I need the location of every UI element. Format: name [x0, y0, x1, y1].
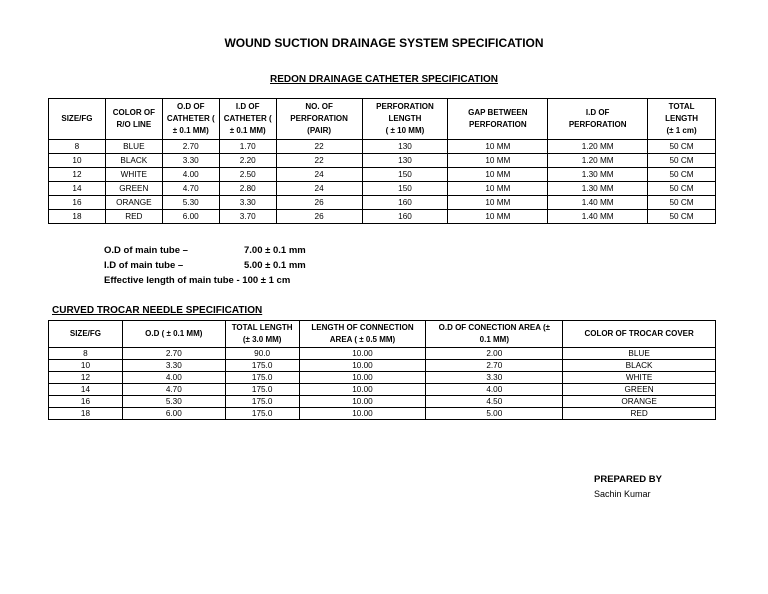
catheter-cell: 1.20 MM — [548, 154, 648, 168]
main-tube-length-row — [104, 273, 306, 288]
trocar-cell: GREEN — [563, 384, 716, 396]
catheter-cell: 26 — [276, 196, 362, 210]
catheter-cell: 150 — [362, 168, 448, 182]
trocar-cell: 4.70 — [122, 384, 225, 396]
catheter-cell: 10 MM — [448, 154, 548, 168]
catheter-cell: WHITE — [105, 168, 162, 182]
catheter-cell: GREEN — [105, 182, 162, 196]
trocar-spec-table — [48, 320, 716, 420]
catheter-row — [49, 140, 716, 154]
catheter-cell: 1.40 MM — [548, 196, 648, 210]
trocar-cell: 2.70 — [122, 348, 225, 360]
trocar-cell: 16 — [49, 396, 123, 408]
trocar-header-cell: O.D OF CONECTION AREA (± 0.1 MM) — [426, 321, 563, 348]
catheter-cell: 6.00 — [162, 210, 219, 224]
catheter-cell: 10 — [49, 154, 106, 168]
catheter-cell: 50 CM — [648, 182, 716, 196]
catheter-cell: 2.80 — [219, 182, 276, 196]
catheter-row — [49, 154, 716, 168]
trocar-cell: 5.00 — [426, 408, 563, 420]
catheter-spec-table — [48, 98, 716, 224]
trocar-row — [49, 384, 716, 396]
trocar-cell: 14 — [49, 384, 123, 396]
catheter-row — [49, 182, 716, 196]
catheter-cell: 10 MM — [448, 196, 548, 210]
main-tube-od-value: 7.00 ± 0.1 mm — [244, 245, 306, 256]
trocar-row — [49, 360, 716, 372]
trocar-cell: 2.00 — [426, 348, 563, 360]
catheter-header-cell: SIZE/FG — [49, 99, 106, 140]
trocar-cell: 12 — [49, 372, 123, 384]
catheter-cell: ORANGE — [105, 196, 162, 210]
catheter-cell: 22 — [276, 154, 362, 168]
catheter-cell: 26 — [276, 210, 362, 224]
catheter-cell: 10 MM — [448, 210, 548, 224]
catheter-cell: 2.20 — [219, 154, 276, 168]
catheter-cell: 50 CM — [648, 210, 716, 224]
catheter-cell: 4.00 — [162, 168, 219, 182]
catheter-cell: 1.40 MM — [548, 210, 648, 224]
trocar-cell: 4.50 — [426, 396, 563, 408]
trocar-cell: 10.00 — [299, 360, 426, 372]
catheter-cell: 22 — [276, 140, 362, 154]
catheter-header-cell: O.D OF CATHETER ( ± 0.1 MM) — [162, 99, 219, 140]
trocar-header-cell: O.D ( ± 0.1 MM) — [122, 321, 225, 348]
catheter-cell: 5.30 — [162, 196, 219, 210]
trocar-row — [49, 408, 716, 420]
trocar-header-cell: LENGTH OF CONNECTION AREA ( ± 0.5 MM) — [299, 321, 426, 348]
trocar-cell: 10.00 — [299, 348, 426, 360]
trocar-cell: 10 — [49, 360, 123, 372]
main-tube-id-row — [104, 258, 306, 273]
catheter-cell: 14 — [49, 182, 106, 196]
catheter-header-cell: GAP BETWEEN PERFORATION — [448, 99, 548, 140]
trocar-row — [49, 396, 716, 408]
catheter-header-cell: I.D OF PERFORATION — [548, 99, 648, 140]
catheter-cell: 130 — [362, 154, 448, 168]
trocar-cell: 10.00 — [299, 384, 426, 396]
trocar-cell: 175.0 — [225, 384, 299, 396]
main-tube-id-value: 5.00 ± 0.1 mm — [244, 260, 306, 271]
trocar-cell: BLUE — [563, 348, 716, 360]
catheter-cell: BLACK — [105, 154, 162, 168]
catheter-cell: 3.70 — [219, 210, 276, 224]
catheter-cell: 24 — [276, 168, 362, 182]
catheter-header-cell: TOTAL LENGTH (± 1 cm) — [648, 99, 716, 140]
catheter-header-cell: NO. OF PERFORATION (PAIR) — [276, 99, 362, 140]
catheter-cell: 50 CM — [648, 154, 716, 168]
prepared-by-name: Sachin Kumar — [594, 489, 651, 499]
trocar-cell: 3.30 — [122, 360, 225, 372]
catheter-cell: 10 MM — [448, 182, 548, 196]
catheter-cell: 2.50 — [219, 168, 276, 182]
main-tube-od-row — [104, 243, 306, 258]
catheter-cell: 18 — [49, 210, 106, 224]
trocar-cell: 10.00 — [299, 372, 426, 384]
trocar-cell: 18 — [49, 408, 123, 420]
trocar-cell: WHITE — [563, 372, 716, 384]
catheter-cell: 1.30 MM — [548, 182, 648, 196]
catheter-cell: 160 — [362, 196, 448, 210]
catheter-cell: 3.30 — [219, 196, 276, 210]
catheter-cell: BLUE — [105, 140, 162, 154]
catheter-cell: 50 CM — [648, 196, 716, 210]
trocar-cell: 175.0 — [225, 408, 299, 420]
catheter-row — [49, 210, 716, 224]
catheter-cell: 16 — [49, 196, 106, 210]
trocar-cell: 175.0 — [225, 372, 299, 384]
trocar-cell: 10.00 — [299, 396, 426, 408]
catheter-row — [49, 168, 716, 182]
catheter-header-cell: PERFORATION LENGTH ( ± 10 MM) — [362, 99, 448, 140]
trocar-header-cell: TOTAL LENGTH (± 3.0 MM) — [225, 321, 299, 348]
main-tube-id-label: I.D of main tube – — [104, 260, 184, 271]
catheter-cell: 8 — [49, 140, 106, 154]
trocar-cell: 175.0 — [225, 396, 299, 408]
catheter-cell: RED — [105, 210, 162, 224]
trocar-cell: 4.00 — [426, 384, 563, 396]
catheter-cell: 24 — [276, 182, 362, 196]
prepared-by-label: PREPARED BY — [594, 474, 662, 485]
catheter-cell: 160 — [362, 210, 448, 224]
main-tube-length-text: Effective length of main tube - 100 ± 1 cm — [104, 275, 291, 286]
catheter-cell: 4.70 — [162, 182, 219, 196]
catheter-cell: 10 MM — [448, 140, 548, 154]
catheter-header-cell: I.D OF CATHETER ( ± 0.1 MM) — [219, 99, 276, 140]
trocar-cell: 8 — [49, 348, 123, 360]
trocar-header-cell: COLOR OF TROCAR COVER — [563, 321, 716, 348]
catheter-cell: 1.70 — [219, 140, 276, 154]
catheter-header-row — [49, 99, 716, 140]
catheter-cell: 1.30 MM — [548, 168, 648, 182]
trocar-cell: 90.0 — [225, 348, 299, 360]
document-title: WOUND SUCTION DRAINAGE SYSTEM SPECIFICATION — [224, 36, 544, 50]
catheter-cell: 10 MM — [448, 168, 548, 182]
trocar-cell: 4.00 — [122, 372, 225, 384]
main-tube-od-label: O.D of main tube – — [104, 245, 188, 256]
trocar-cell: 10.00 — [299, 408, 426, 420]
catheter-cell: 50 CM — [648, 168, 716, 182]
catheter-cell: 130 — [362, 140, 448, 154]
catheter-cell: 150 — [362, 182, 448, 196]
main-tube-specs — [104, 243, 306, 288]
trocar-spec-title: CURVED TROCAR NEEDLE SPECIFICATION — [52, 305, 263, 316]
catheter-row — [49, 196, 716, 210]
trocar-row — [49, 348, 716, 360]
catheter-cell: 3.30 — [162, 154, 219, 168]
catheter-header-cell: COLOR OF R/O LINE — [105, 99, 162, 140]
catheter-cell: 50 CM — [648, 140, 716, 154]
trocar-cell: 2.70 — [426, 360, 563, 372]
trocar-cell: 6.00 — [122, 408, 225, 420]
trocar-header-row — [49, 321, 716, 348]
trocar-cell: BLACK — [563, 360, 716, 372]
trocar-cell: 5.30 — [122, 396, 225, 408]
trocar-cell: 3.30 — [426, 372, 563, 384]
catheter-cell: 12 — [49, 168, 106, 182]
catheter-spec-title: REDON DRAINAGE CATHETER SPECIFICATION — [270, 74, 498, 85]
catheter-cell: 1.20 MM — [548, 140, 648, 154]
trocar-header-cell: SIZE/FG — [49, 321, 123, 348]
catheter-cell: 2.70 — [162, 140, 219, 154]
trocar-cell: ORANGE — [563, 396, 716, 408]
trocar-row — [49, 372, 716, 384]
trocar-cell: RED — [563, 408, 716, 420]
trocar-cell: 175.0 — [225, 360, 299, 372]
